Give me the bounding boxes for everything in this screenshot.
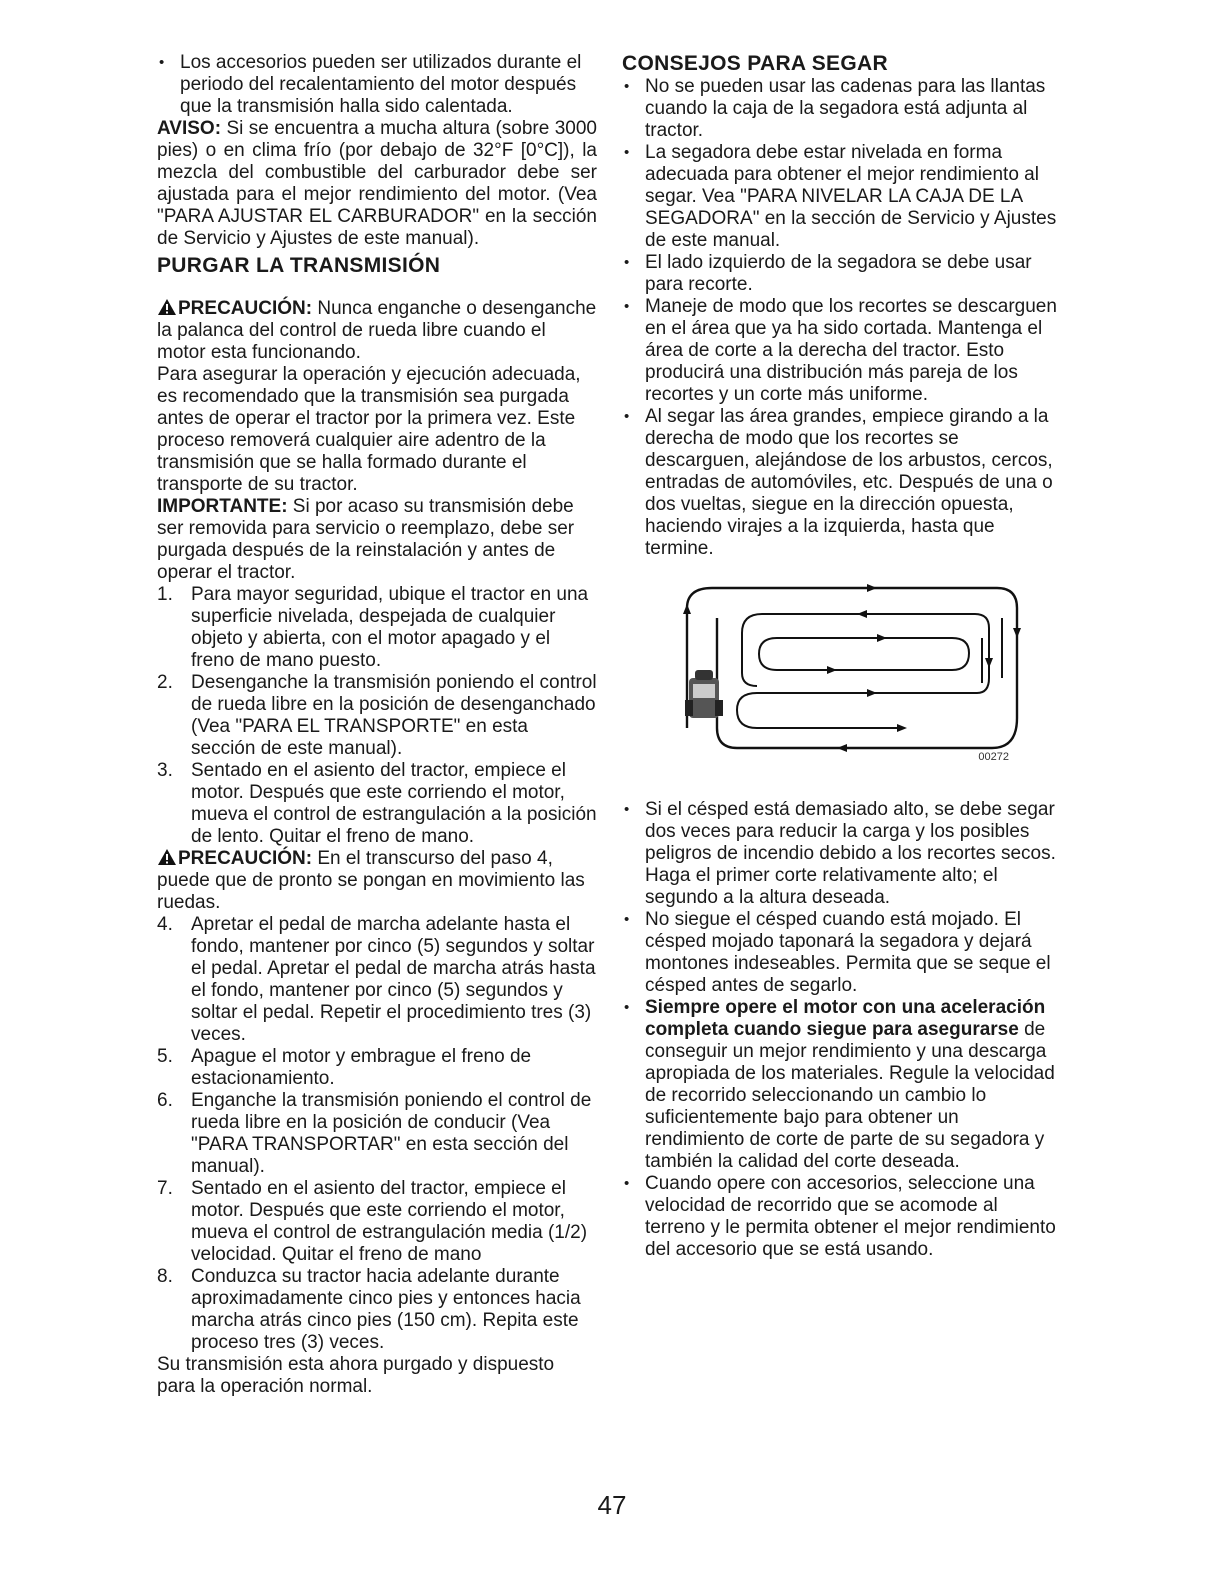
warning-icon xyxy=(157,848,177,866)
step-text: Sentado en el asiento del tractor, empiece el motor. Después que este corriendo el motor, mueva el control de estrangulación a la posición de lento. Quitar el freno de mano. xyxy=(191,760,597,847)
bold-tip-text: de conseguir un mejor rendimiento y una descarga apropiada de los materiales. Regule la velocidad de recorrido seleccionando un cambio lo suficientemente bajo para obtener un rendimiento de corte de parte de su segadora y también la calidad del corte deseada. xyxy=(645,1019,1055,1172)
step-number: 2. xyxy=(157,672,173,693)
steps-list-b xyxy=(157,914,597,1354)
step-text: Sentado en el asiento del tractor, empiece el motor. Después que este corriendo el motor, mueva el control de estrangulación media (1/2) velocidad. Quitar el freno de mano xyxy=(191,1178,588,1265)
numbered-step xyxy=(157,584,597,672)
purgar-paragraph: Para asegurar la operación y ejecución adecuada, es recomendado que la transmisión sea purgada antes de operar el tractor por la primera vez. Este proceso removerá cualquier aire adentro de la transmisión que se halla formado durante el transporte de su tractor. xyxy=(157,364,581,495)
caution-paragraph-1 xyxy=(157,298,597,364)
tip-bullet: • El lado izquierdo de la segadora se debe usar para recorte. xyxy=(622,252,1062,296)
step-number: 1. xyxy=(157,584,173,605)
numbered-step xyxy=(157,1090,597,1178)
numbered-step xyxy=(157,1046,597,1090)
importante-text: Si por acaso su transmisión debe ser removida para servicio o reemplazo, debe ser purgada después de la reinstalación y antes de operar el tractor. xyxy=(157,496,575,583)
step-number: 7. xyxy=(157,1178,173,1199)
step-number: 4. xyxy=(157,914,173,935)
step-number: 3. xyxy=(157,760,173,781)
warning-icon xyxy=(157,298,177,316)
tips-list-b xyxy=(622,799,1062,997)
tip-bullet: • Maneje de modo que los recortes se descarguen en el área que ya ha sido cortada. Mantenga el área de corte a la derecha del tractor. Esto producirá una distribución más pareja de los recortes y un corte más uniforme. xyxy=(622,296,1062,406)
caution-label-1: PRECAUCIÓN: xyxy=(178,298,313,319)
step-text: Enganche la transmisión poniendo el control de rueda libre en la posición de conducir (Vea "PARA TRANSPORTAR" en esta sección del manual). xyxy=(191,1090,592,1177)
mowing-pattern-diagram xyxy=(677,578,1027,763)
caution-text-2: En el transcurso del paso 4, puede que de pronto se pongan en movimiento las ruedas. xyxy=(157,848,585,913)
intro-bullet: • Los accesorios pueden ser utilizados durante el periodo del recalentamiento del motor después que la transmisión halla sido calentada. xyxy=(157,52,597,118)
diagram-code: 00272 xyxy=(978,751,1009,763)
numbered-step xyxy=(157,672,597,760)
step-text: Apretar el pedal de marcha adelante hasta el fondo, mantener por cinco (5) segundos y soltar el pedal. Apretar el pedal de marcha atrás hasta el fondo, mantener por cinco (5) segundos y soltar el pedal. Repetir el procedimiento tres (3) veces. xyxy=(191,914,596,1045)
bold-tip-bullet xyxy=(622,997,1062,1173)
section-heading-consejos: CONSEJOS PARA SEGAR xyxy=(622,52,888,75)
section-heading-purgar: PURGAR LA TRANSMISIÓN xyxy=(157,254,441,277)
caution-paragraph-2 xyxy=(157,848,597,914)
numbered-step xyxy=(157,1178,597,1266)
steps-list-a xyxy=(157,584,597,848)
step-number: 6. xyxy=(157,1090,173,1111)
tip-bullet: • No se pueden usar las cadenas para las llantas cuando la caja de la segadora está adjunta al tractor. xyxy=(622,76,1062,142)
left-column xyxy=(157,52,597,1398)
bold-tip-strong: Siempre opere el motor con una aceleración completa cuando siegue para asegurarse xyxy=(645,997,1046,1040)
aviso-label: AVISO: xyxy=(157,118,222,139)
caution-text-1: Nunca enganche o desenganche la palanca del control de rueda libre cuando el motor esta funcionando. xyxy=(157,298,597,363)
last-tip-bullet: • Cuando opere con accesorios, seleccione una velocidad de recorrido que se acomode al terreno y le permita obtener el mejor rendimiento del accesorio que se está usando. xyxy=(622,1173,1062,1261)
aviso-paragraph xyxy=(157,118,597,250)
numbered-step xyxy=(157,760,597,848)
tip-bullet: • Si el césped está demasiado alto, se debe segar dos veces para reducir la carga y los posibles peligros de incendio debido a los recortes secos. Haga el primer corte relativamente alto; el segundo a la altura deseada. xyxy=(622,799,1062,909)
mowing-pattern-illustration xyxy=(677,578,1027,763)
importante-label: IMPORTANTE: xyxy=(157,496,288,517)
numbered-step xyxy=(157,914,597,1046)
closing-paragraph: Su transmisión esta ahora purgado y dispuesto para la operación normal. xyxy=(157,1354,555,1397)
page-number: 47 xyxy=(597,1490,627,1520)
right-column xyxy=(622,52,1062,1261)
step-text: Desenganche la transmisión poniendo el control de rueda libre en la posición de desenganchado (Vea "PARA EL TRANSPORTE" en esta sección de este manual). xyxy=(191,672,597,759)
step-text: Conduzca su tractor hacia adelante durante aproximadamente cinco pies y entonces hacia marcha atrás cinco pies (150 cm). Repita este proceso tres (3) veces. xyxy=(191,1266,581,1353)
step-text: Apague el motor y embrague el freno de estacionamiento. xyxy=(191,1046,532,1089)
caution-label-2: PRECAUCIÓN: xyxy=(178,848,313,869)
tip-bullet: • La segadora debe estar nivelada en forma adecuada para obtener el mejor rendimiento al segar. Vea "PARA NIVELAR LA CAJA DE LA SEGADORA" en la sección de Servicio y Ajustes de este manual. xyxy=(622,142,1062,252)
step-number: 5. xyxy=(157,1046,173,1067)
tips-list-a xyxy=(622,76,1062,560)
importante-paragraph xyxy=(157,496,597,584)
tip-bullet: • No siegue el césped cuando está mojado. El césped mojado taponará la segadora y dejará montones indeseables. Permita que se seque el césped antes de segarlo. xyxy=(622,909,1062,997)
tip-bullet: • Al segar las área grandes, empiece girando a la derecha de modo que los recortes se descarguen, alejándose de los arbustos, cercos, entradas de automóviles, etc. Después de una o dos vueltas, siegue en la dirección opuesta, haciendo virajes a la izquierda, hasta que termine. xyxy=(622,406,1062,560)
aviso-text: Si se encuentra a mucha altura (sobre 3000 pies) o en clima frío (por debajo de 32°F [0°C]), la mezcla del combustible del carburador debe ser ajustada para el mejor rendimiento del motor. (Vea "PARA AJUSTAR EL CARBURADOR" en la sección de Servicio y Ajustes de este manual). xyxy=(157,118,597,249)
numbered-step xyxy=(157,1266,597,1354)
step-number: 8. xyxy=(157,1266,173,1287)
step-text: Para mayor seguridad, ubique el tractor en una superficie nivelada, despejada de cualquier objeto y abierta, con el motor apagado y el freno de mano puesto. xyxy=(191,584,589,671)
